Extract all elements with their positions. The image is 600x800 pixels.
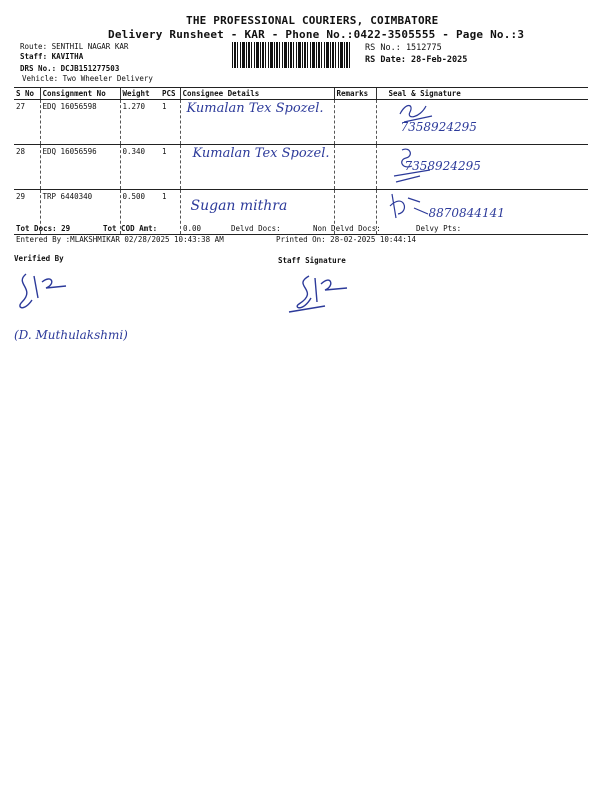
delivered-docs: Delvd Docs: — [231, 224, 281, 233]
verifier-signature — [12, 268, 92, 318]
staff-label: Staff: KAVITHA — [20, 52, 84, 61]
runsheet-table — [14, 87, 588, 235]
delivery-points: Delvy Pts: — [416, 224, 462, 233]
cell-consignment: EDQ 16056596 — [40, 145, 120, 190]
cell-weight: 0.500 — [120, 190, 160, 235]
table-row — [14, 100, 588, 145]
table-row — [14, 145, 588, 190]
handwritten-phone: 7358924295 — [404, 159, 481, 173]
col-weight: Weight — [120, 88, 160, 100]
cell-weight: 1.270 — [120, 100, 160, 145]
cell-pcs: 1 — [160, 100, 180, 145]
handwritten-consignee: Sugan mithra — [190, 198, 288, 214]
cell-pcs: 1 — [160, 145, 180, 190]
verifier-name: (D. Muthulakshmi) — [14, 328, 128, 342]
total-cod-value: 0.00 — [183, 224, 202, 233]
receiver-signature-3 — [386, 188, 436, 224]
cell-consignment: TRP 6440340 — [40, 190, 120, 235]
route-label: Route: SENTHIL NAGAR KAR — [20, 42, 129, 51]
staff-signature — [285, 268, 365, 318]
cell-consignee — [180, 100, 334, 145]
total-cod-label: Tot COD Amt: — [103, 224, 158, 233]
non-delivered-docs: Non Delvd Docs: — [313, 224, 381, 233]
vehicle-label: Vehicle: Two Wheeler Delivery — [22, 74, 153, 83]
rs-number: RS No.: 1512775 — [365, 43, 442, 53]
verified-by-label: Verified By — [14, 254, 64, 263]
drs-number: DRS No.: DCJB151277503 — [20, 64, 120, 73]
cell-sno: 29 — [14, 190, 40, 235]
handwritten-phone: 8870844141 — [428, 206, 505, 220]
cell-remarks — [334, 145, 376, 190]
handwritten-phone: 7358924295 — [400, 120, 477, 134]
col-seal-signature: Seal & Signature — [376, 88, 588, 100]
staff-signature-label: Staff Signature — [278, 256, 346, 265]
cell-weight: 0.340 — [120, 145, 160, 190]
handwritten-consignee: Kumalan Tex Spozel. — [192, 146, 330, 161]
barcode — [232, 42, 350, 68]
col-consignee: Consignee Details — [180, 88, 334, 100]
receiver-signature-2 — [390, 146, 436, 186]
cell-consignment: EDQ 16056598 — [40, 100, 120, 145]
total-docs: Tot Docs: 29 — [16, 224, 71, 233]
runsheet-title: Delivery Runsheet - KAR - Phone No.:0422-3505555 - Page No.:3 — [108, 28, 525, 41]
col-consignment: Consignment No — [40, 88, 120, 100]
receiver-signature-1 — [396, 100, 436, 130]
cell-sno: 27 — [14, 100, 40, 145]
col-pcs: PCS — [160, 88, 180, 100]
col-remarks: Remarks — [334, 88, 376, 100]
col-sno: S No — [14, 88, 40, 100]
company-title: THE PROFESSIONAL COURIERS, COIMBATORE — [186, 14, 439, 27]
cell-remarks — [334, 100, 376, 145]
entered-by: Entered By :MLAKSHMIKAR 02/28/2025 10:43:38 AM — [16, 235, 224, 244]
table-header-row — [14, 88, 588, 100]
printed-on: Printed On: 28-02-2025 10:44:14 — [276, 235, 416, 244]
cell-sno: 28 — [14, 145, 40, 190]
rs-date: RS Date: 28-Feb-2025 — [365, 55, 468, 65]
cell-pcs: 1 — [160, 190, 180, 235]
table-row — [14, 190, 588, 235]
cell-consignee — [180, 145, 334, 190]
handwritten-consignee: Kumalan Tex Spozel. — [186, 101, 324, 116]
